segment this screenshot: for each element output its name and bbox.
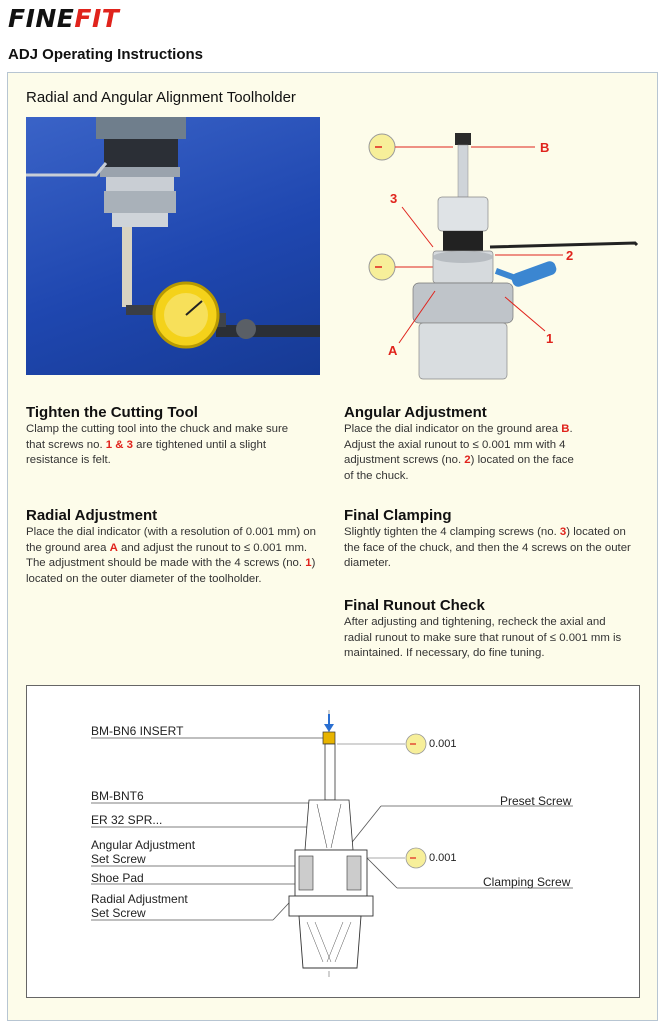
radial-title: Radial Adjustment — [26, 507, 158, 524]
callout-b: B — [540, 140, 550, 155]
final-runout-title: Final Runout Check — [344, 597, 485, 614]
dial-indicator-icon — [369, 134, 453, 160]
tighten-title: Tighten the Cutting Tool — [26, 404, 198, 421]
dial-reading-2: 0.001 — [429, 852, 457, 864]
dial-indicator-icon — [406, 734, 426, 754]
label-insert: BM-BN6 INSERT — [91, 724, 184, 738]
label-radial-set-screw: Set Screw — [91, 906, 146, 920]
brand-logo: FINEFIT — [8, 4, 120, 33]
radial-block — [26, 507, 320, 587]
dial-indicator-icon — [369, 254, 433, 280]
dial-indicator-icon — [406, 848, 426, 868]
callout-2: 2 — [566, 248, 574, 263]
label-angular-set-screw: Set Screw — [91, 852, 146, 866]
label-bnt6: BM-BNT6 — [91, 789, 144, 803]
radial-text: Place the dial indicator (with a resolution of 0.001 mm) on the ground area A and adjust the runout to ≤ 0.001 mm. The adjustment should be made with the 4 screws (no. 1) located on the outer diameter of the toolholder. — [26, 526, 316, 585]
dial-indicator-photo — [26, 117, 320, 375]
toolholder-illustration — [335, 117, 655, 387]
callout-3: 3 — [390, 191, 398, 206]
callout-1: 1 — [546, 331, 554, 346]
label-angular-adjustment: Angular Adjustment — [91, 838, 196, 852]
angular-title: Angular Adjustment — [344, 404, 487, 421]
final-clamping-block — [344, 507, 640, 572]
label-shoe-pad: Shoe Pad — [91, 871, 144, 885]
label-preset-screw: Preset Screw — [500, 794, 572, 808]
label-er32: ER 32 SPR... — [91, 813, 163, 827]
hex-key-icon — [490, 243, 637, 247]
page-title: ADJ Operating Instructions — [8, 46, 204, 63]
final-clamping-title: Final Clamping — [344, 507, 452, 524]
callout-a: A — [388, 343, 398, 358]
section-title: Radial and Angular Alignment Toolholder — [26, 89, 296, 106]
tighten-block — [26, 404, 298, 469]
angular-block — [344, 404, 580, 484]
cross-section-diagram — [26, 685, 640, 998]
dial-reading-1: 0.001 — [429, 738, 457, 750]
final-runout-block — [344, 597, 636, 662]
tighten-text: Clamp the cutting tool into the chuck and make sure that screws no. 1 & 3 are tightened until a slight resistance is felt. — [26, 423, 289, 466]
label-clamping-screw: Clamping Screw — [483, 875, 571, 889]
final-clamping-text: Slightly tighten the 4 clamping screws (no. 3) located on the face of the chuck, and then the 4 screws on the outer diameter. — [344, 526, 631, 569]
final-runout-text: After adjusting and tightening, recheck the axial and radial runout to make sure that runout of ≤ 0.001 mm is maintained. If necessary, do fine tuning. — [344, 616, 622, 659]
label-radial-adjustment: Radial Adjustment — [91, 892, 188, 906]
angular-text: Place the dial indicator on the ground area B. Adjust the axial runout to ≤ 0.001 mm with 4 adjustment screws (no. 2) located on the face of the chuck. — [344, 423, 574, 482]
